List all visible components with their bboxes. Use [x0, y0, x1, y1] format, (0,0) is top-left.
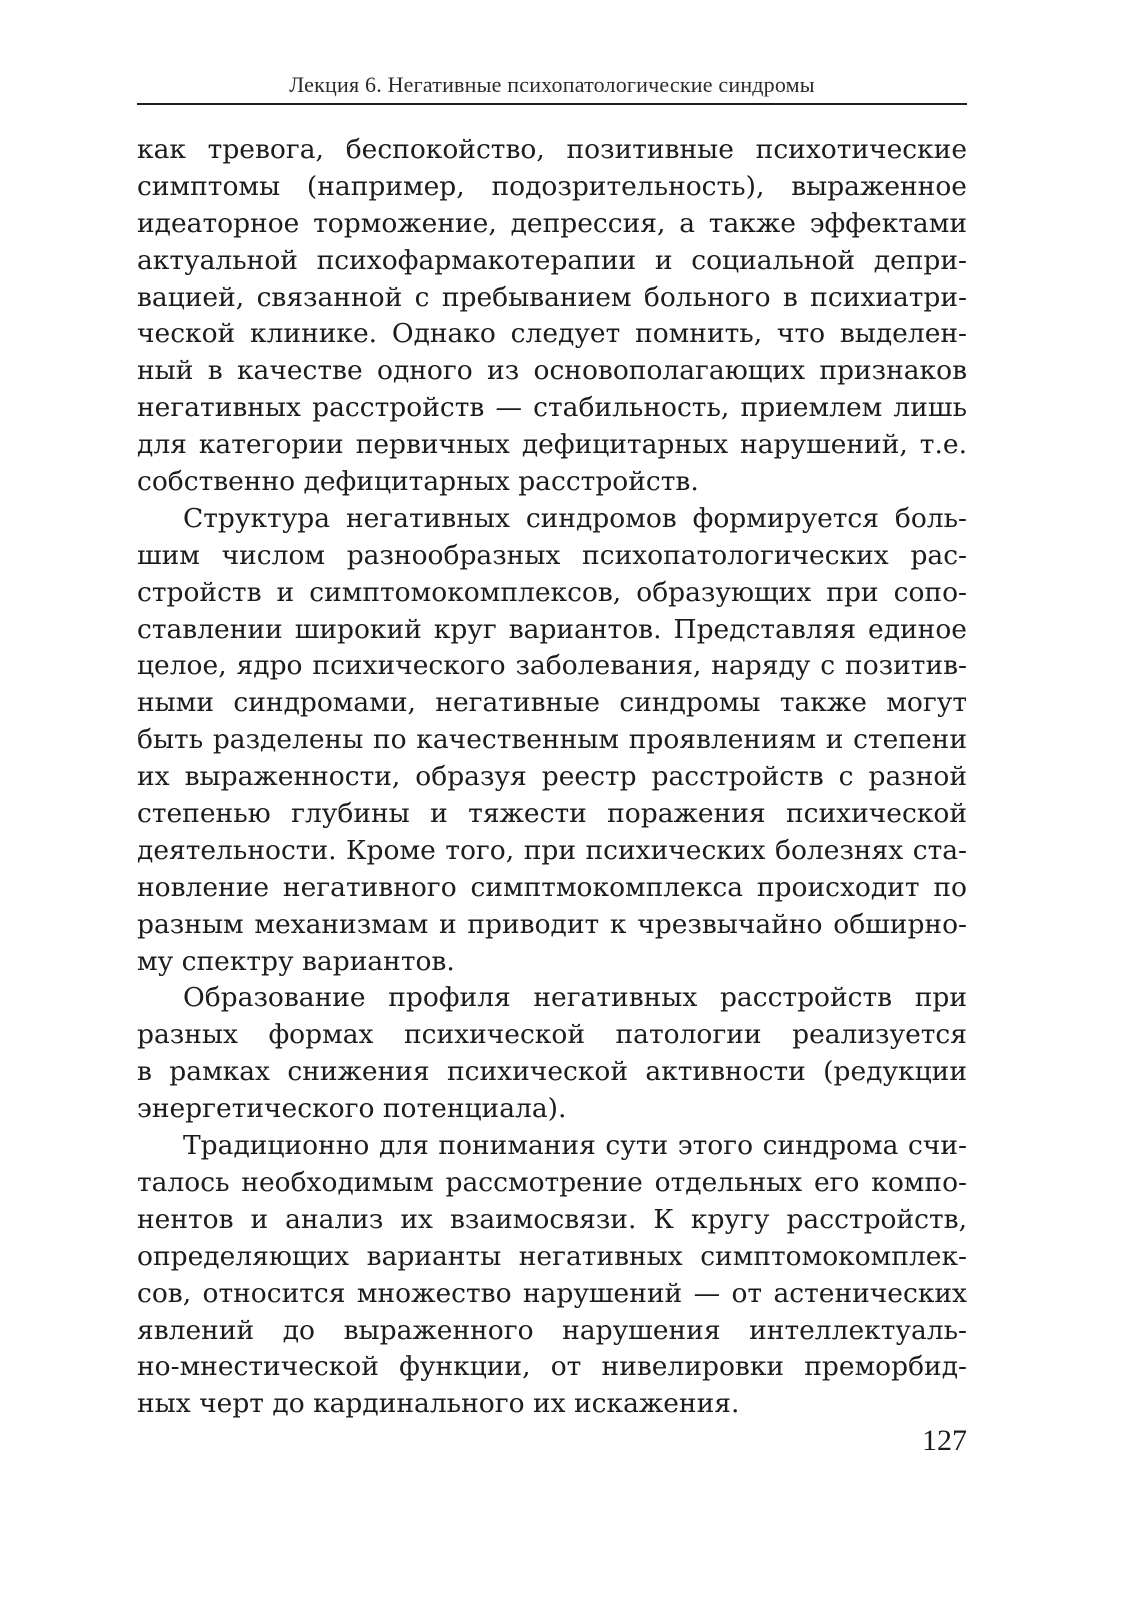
- text-line: целое, ядро психического заболевания, наряду с позитив-: [137, 650, 967, 682]
- text-line: ческой клинике. Однако следует помнить, что выделен-: [137, 318, 967, 350]
- text-line: негативных расстройств — стабильность, приемлем лишь: [137, 392, 967, 424]
- running-head: Лекция 6. Негативные психопатологические синдромы: [289, 72, 815, 97]
- text-line: определяющих варианты негативных симптомокомплек-: [137, 1240, 967, 1272]
- text-line: как тревога, беспокойство, позитивные психотические: [137, 134, 967, 165]
- text-line: стройств и симптомокомплексов, образующих при сопо-: [137, 576, 967, 608]
- page-number: 127: [922, 1424, 967, 1457]
- paragraph-3: [137, 980, 967, 1128]
- text-line: деятельности. Кроме того, при психических болезнях ста-: [137, 834, 967, 866]
- text-line: симптомы (например, подозрительность), выраженное: [137, 170, 967, 202]
- text-line: сов, относится множество нарушений — от астенических: [137, 1277, 967, 1309]
- text-line: их выраженности, образуя реестр расстройств с разной: [137, 761, 967, 793]
- text-line: му спектру вариантов.: [137, 945, 455, 977]
- text-line: ных черт до кардинального их искажения.: [137, 1388, 740, 1420]
- text-line: новление негативного симптмокомплекса происходит по: [137, 871, 967, 903]
- book-page: [137, 0, 967, 1600]
- text-line: нентов и анализ их взаимосвязи. К кругу расстройств,: [137, 1203, 967, 1235]
- text-line: разным механизмам и приводит к чрезвычайно обширно-: [137, 908, 967, 940]
- text-line: Структура негативных синдромов формируется боль-: [183, 502, 967, 534]
- text-line: для категории первичных дефицитарных нарушений, т.е.: [137, 429, 967, 461]
- text-line: Образование профиля негативных расстройств при: [183, 982, 967, 1014]
- text-line: ными синдромами, негативные синдромы также могут: [137, 687, 967, 719]
- text-line: талось необходимым рассмотрение отдельных его компо-: [137, 1166, 967, 1198]
- text-line: Традиционно для понимания сути этого синдрома счи-: [183, 1130, 967, 1162]
- text-line: ставлении широкий круг вариантов. Представляя единое: [137, 613, 967, 645]
- text-line: разных формах психической патологии реализуется: [137, 1019, 967, 1051]
- text-line: актуальной психофармакотерапии и социальной депри-: [137, 244, 967, 276]
- header-rule: [137, 103, 967, 105]
- text-line: степенью глубины и тяжести поражения психической: [137, 798, 967, 830]
- text-line: явлений до выраженного нарушения интеллектуаль-: [137, 1314, 967, 1346]
- text-line: собственно дефицитарных расстройств.: [137, 466, 699, 498]
- text-line: быть разделены по качественным проявлениям и степени: [137, 724, 967, 756]
- paragraph-4: [137, 1128, 967, 1423]
- text-line: вацией, связанной с пребыванием больного в психиатри-: [137, 281, 967, 313]
- paragraph-2: [137, 501, 967, 981]
- text-line: идеаторное торможение, депрессия, а также эффектами: [137, 207, 967, 239]
- body-text: [137, 132, 967, 1423]
- text-line: но-мнестической функции, от нивелировки преморбид-: [137, 1351, 967, 1383]
- text-line: энергетического потенциала).: [137, 1093, 567, 1125]
- text-line: ный в качестве одного из основополагающих признаков: [137, 355, 967, 387]
- paragraph-1: [137, 132, 967, 501]
- text-line: в рамках снижения психической активности (редукции: [137, 1056, 967, 1088]
- text-line: шим числом разнообразных психопатологических рас-: [137, 539, 967, 571]
